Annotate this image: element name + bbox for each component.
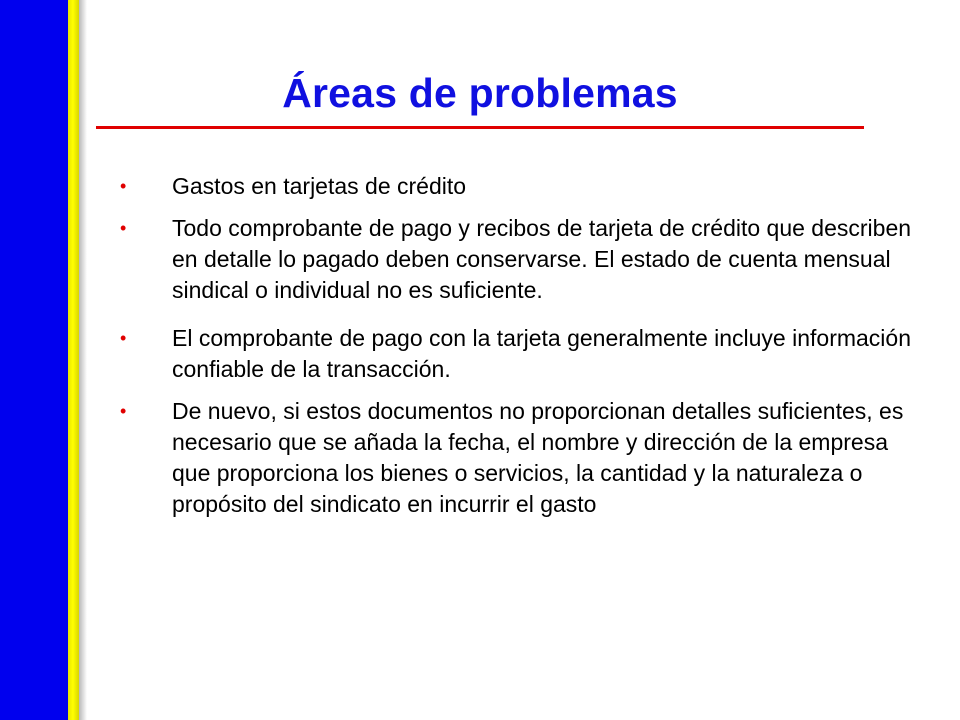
title-underline	[96, 126, 864, 129]
bullet-item	[120, 323, 920, 385]
bullet-marker: •	[120, 176, 127, 196]
bullet-text: Todo comprobante de pago y recibos de tarjeta de crédito que describen en detalle lo pagado deben conservarse. El estado de cuenta mensual sindical o individual no es suficiente.	[172, 215, 912, 303]
bullet-list	[120, 171, 920, 531]
bullet-item	[120, 213, 920, 306]
bullet-item	[120, 171, 920, 202]
bullet-text: De nuevo, si estos documentos no proporcionan detalles suficientes, es necesario que se añada la fecha, el nombre y dirección de la empresa que proporciona los bienes o servicios, la cantidad y la naturaleza o propósito del sindicato en incurrir el gasto	[172, 398, 904, 517]
bullet-text: El comprobante de pago con la tarjeta generalmente incluye información confiable de la transacción.	[172, 325, 911, 382]
bullet-item	[120, 396, 920, 520]
bullet-text: Gastos en tarjetas de crédito	[172, 173, 467, 199]
bullet-marker: •	[120, 401, 127, 421]
bullet-marker: •	[120, 218, 127, 238]
bullet-marker: •	[120, 328, 127, 348]
slide-title: Áreas de problemas	[282, 70, 678, 116]
